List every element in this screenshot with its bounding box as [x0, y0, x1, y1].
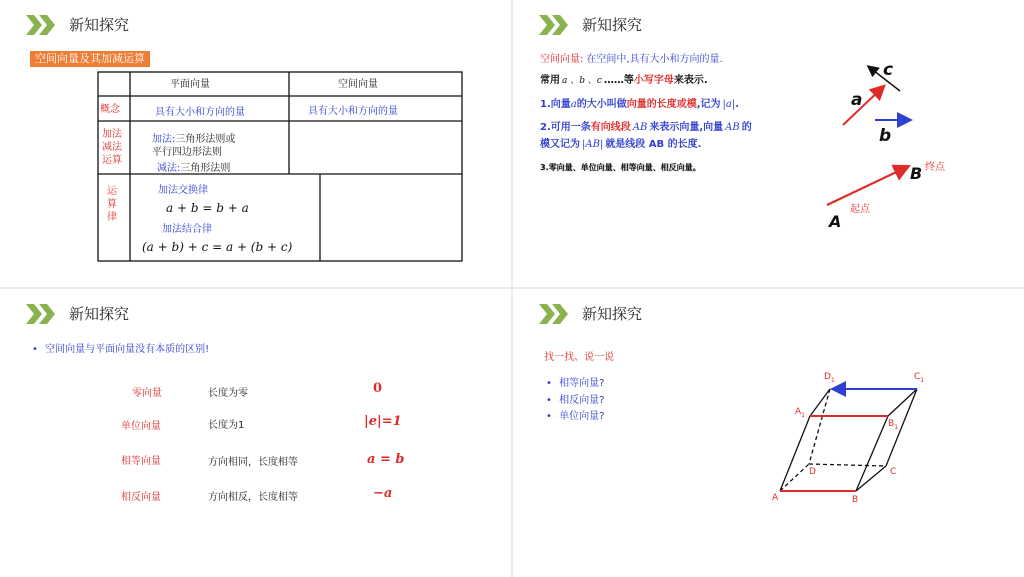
question-list — [546, 376, 604, 426]
comparison-table — [96, 70, 464, 264]
chevron-icon — [539, 304, 575, 324]
question-text: 相等向量? — [559, 378, 605, 389]
opposite-vector-symbol: −a — [373, 486, 393, 501]
question-item — [546, 393, 604, 410]
common-emphasis: 小写字母 — [633, 75, 674, 86]
vertex-A: A — [772, 493, 779, 503]
bullet-dot: • — [32, 344, 38, 355]
zero-vector-symbol: 0 — [373, 381, 383, 396]
bullet-dot: • — [546, 394, 552, 406]
slide-title: 新知探究 — [582, 305, 643, 323]
chevron-icon — [539, 15, 575, 35]
slide-title: 新知探究 — [69, 305, 130, 323]
point-1 — [540, 95, 739, 110]
slide-4[interactable] — [513, 289, 1024, 577]
opposite-vector-desc: 方向相反，长度相等 — [208, 492, 298, 503]
opposite-vector-name: 相反向量 — [121, 492, 161, 503]
slide-3[interactable] — [0, 289, 511, 577]
point-2-emphasis: 有向线段 — [590, 122, 631, 133]
point-1-emphasis: 向量的长度或模 — [626, 99, 697, 110]
zero-vector-name: 零向量 — [132, 388, 162, 399]
question-item — [546, 409, 604, 426]
equal-vector-desc: 方向相同，长度相等 — [208, 457, 298, 468]
header-plane-vector: 平面向量 — [170, 79, 210, 90]
vertex-B: B — [852, 495, 859, 504]
common-pre: 常用 — [540, 75, 560, 86]
vector-figure — [813, 45, 983, 245]
slide-title: 新知探究 — [69, 16, 130, 34]
point-2-end: 的 — [741, 122, 752, 133]
bullet-dot: • — [546, 378, 552, 389]
vertex-D1: $D_1$ — [824, 372, 835, 384]
point-2b-abs: |AB| — [582, 139, 604, 150]
associative-label: 加法结合律 — [162, 224, 212, 235]
subtraction-label: 减法: — [157, 163, 181, 174]
label-a: a — [851, 90, 863, 110]
subtraction-rule — [157, 159, 230, 174]
addition-label: 加法: — [152, 134, 176, 145]
point-3: 3.零向量、单位向量、相等向量、相反向量。 — [540, 163, 701, 172]
slide-title: 新知探究 — [582, 16, 643, 34]
point-1-post: ,记为 — [696, 99, 721, 110]
point-2 — [540, 118, 752, 133]
row-label-laws-3: 律 — [107, 212, 117, 223]
subtraction-rule-text: 三角形法则 — [180, 163, 231, 174]
slide-1[interactable] — [0, 0, 511, 287]
label-b: b — [879, 126, 892, 146]
label-end: 终点 — [925, 162, 945, 173]
point-2-continued — [540, 135, 701, 150]
question-text: 相反向量? — [559, 394, 605, 406]
point-2b-post: 就是线段 AB 的长度. — [605, 139, 702, 150]
point-2b-pre: 模又记为 — [540, 139, 580, 150]
row-label-laws-1: 运 — [107, 186, 117, 197]
bullet-dot: • — [546, 411, 552, 422]
bullet-item — [32, 340, 209, 355]
unit-vector-desc: 长度为1 — [208, 420, 245, 431]
point-2-vector: AB — [632, 122, 648, 133]
definition-label: 空间向量: — [540, 54, 584, 65]
chevron-icon — [26, 304, 62, 324]
label-B: B — [910, 164, 923, 183]
point-1-vector: a — [570, 99, 577, 110]
unit-vector-name: 单位向量 — [121, 421, 161, 432]
common-post: 来表示. — [673, 75, 708, 86]
point-1-mid: 的大小叫做 — [576, 99, 627, 110]
vertex-D: D — [809, 467, 816, 477]
unit-vector-symbol: |e|=1 — [364, 414, 402, 429]
question-item — [546, 376, 604, 393]
question-text: 单位向量? — [559, 411, 605, 422]
commutative-formula: a + b = b + a — [166, 201, 249, 215]
common-vectors: a 、b 、c — [562, 76, 602, 86]
point-1-end: . — [735, 99, 740, 110]
definition-text: 在空间中,具有大小和方向的量. — [586, 54, 723, 65]
point-2-pre: 2.可用一条 — [540, 122, 591, 133]
prompt-text: 找一找、说一说 — [544, 352, 614, 363]
vertex-A1: $A_1$ — [795, 407, 805, 419]
commutative-label: 加法交换律 — [158, 185, 208, 196]
vertex-C1: $C_1$ — [914, 372, 925, 384]
definition-line — [540, 50, 723, 65]
row-label-concept: 概念 — [100, 104, 120, 115]
bullet-text: 空间向量与平面向量没有本质的区别! — [45, 344, 210, 355]
concept-space: 具有大小和方向的量 — [308, 106, 398, 117]
associative-formula: (a + b) + c = a + (b + c) — [142, 240, 293, 254]
equal-vector-name: 相等向量 — [121, 456, 161, 467]
topic-tag: 空间向量及其加减运算 — [30, 51, 150, 67]
label-c: c — [883, 60, 894, 80]
point-2-vector-2: AB — [725, 122, 740, 133]
point-2-post: 来表示向量,向量 — [649, 122, 724, 133]
slide-2[interactable] — [513, 0, 1024, 287]
concept-plane: 具有大小和方向的量 — [155, 107, 245, 118]
addition-rule-text-2: 平行四边形法则 — [152, 147, 222, 158]
chevron-icon — [26, 15, 62, 35]
equal-vector-symbol: a = b — [367, 452, 405, 467]
zero-vector-desc: 长度为零 — [208, 388, 248, 399]
header-space-vector: 空间向量 — [338, 79, 378, 90]
vector-AB-arrow — [827, 167, 907, 205]
label-start: 起点 — [850, 204, 870, 215]
point-1-abs: |a| — [722, 99, 736, 110]
row-label-ops-3: 运算 — [102, 155, 122, 166]
common-dots: ……等 — [603, 75, 634, 86]
label-A: A — [829, 212, 842, 231]
vertex-C: C — [890, 467, 897, 477]
addition-rule-text-1: 三角形法则或 — [175, 134, 236, 145]
row-label-laws-2: 算 — [107, 199, 117, 210]
common-line — [540, 71, 708, 86]
row-label-ops-2: 减法 — [102, 142, 122, 153]
vertex-B1: $B_1$ — [888, 419, 899, 431]
parallelepiped-figure — [768, 364, 938, 504]
point-1-pre: 1.向量 — [540, 99, 571, 110]
row-label-ops-1: 加法 — [102, 129, 122, 140]
